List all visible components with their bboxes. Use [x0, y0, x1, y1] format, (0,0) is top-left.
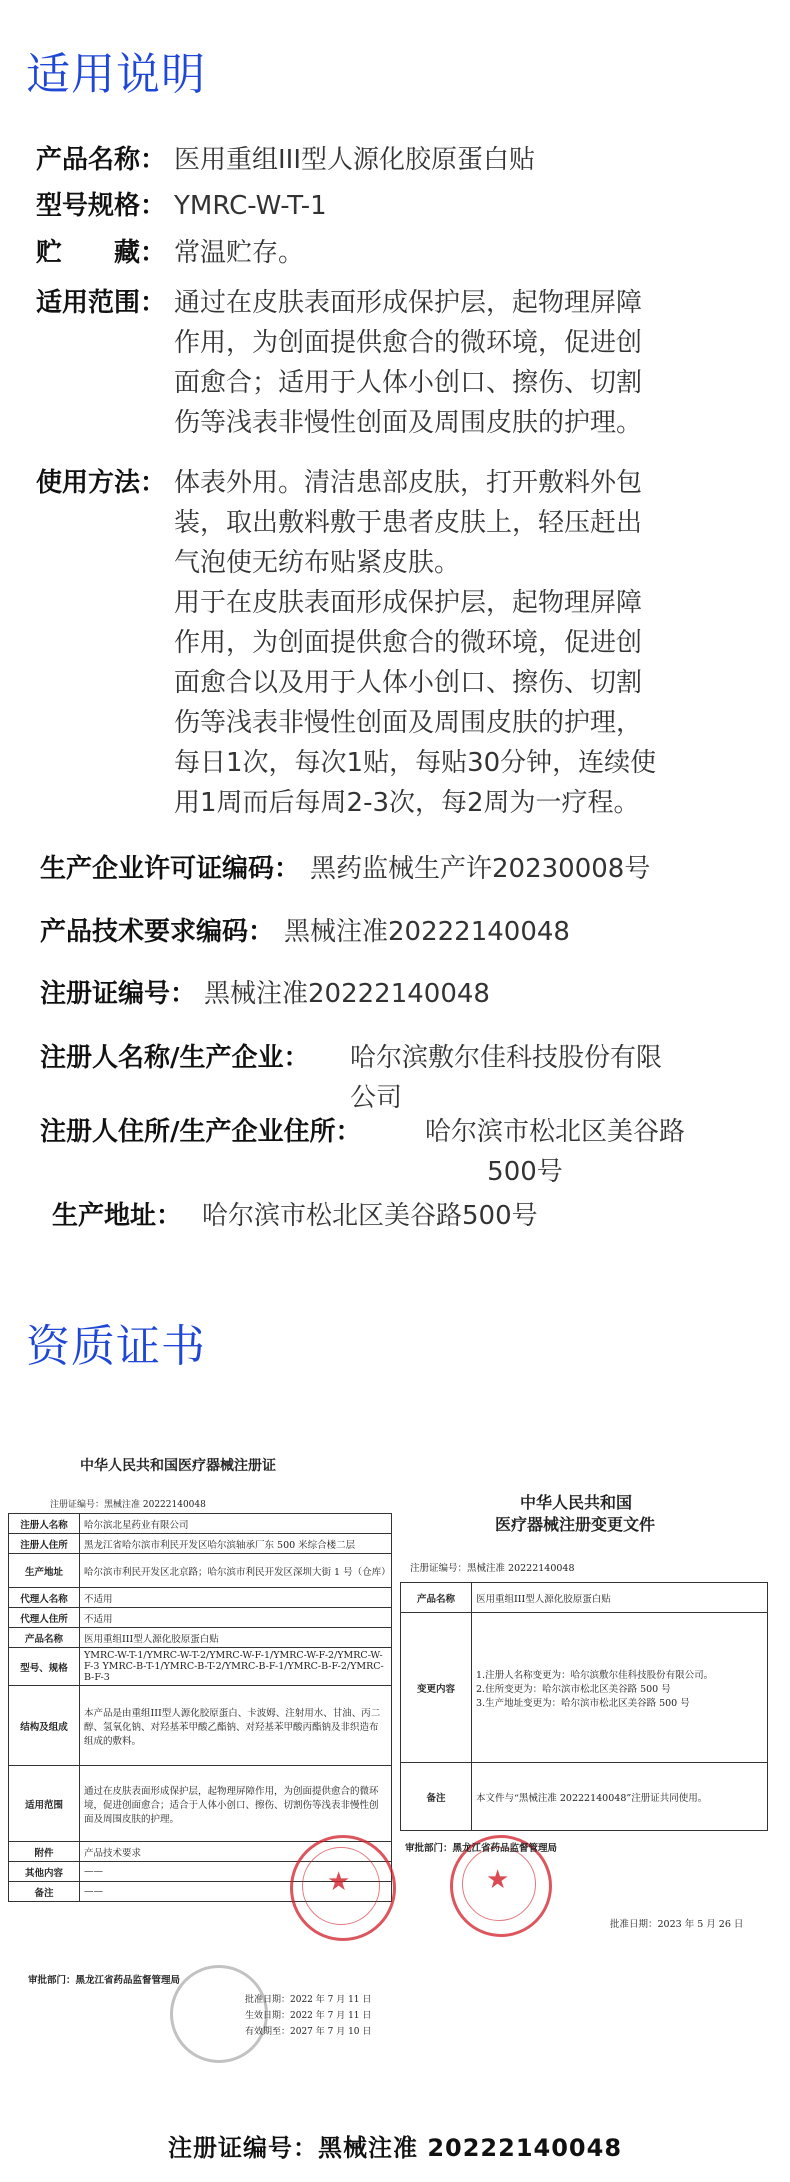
cert1-issue-date: 生效日期：2022 年 7 月 11 日 — [245, 2011, 372, 2021]
cert1-value: —— — [80, 1882, 392, 1902]
registrant-line: 哈尔滨敷尔佳科技股份有限 — [350, 1043, 663, 1073]
cert1-valid-date: 有效期至：2027 年 7 月 10 日 — [245, 2027, 372, 2037]
storage-row — [36, 233, 776, 273]
cert1-row — [9, 1686, 392, 1766]
usage-line: 每日1次，每次1贴，每贴30分钟，连续使 — [174, 748, 657, 778]
scope-line: 伤等浅表非慢性创面及周围皮肤的护理。 — [174, 408, 643, 438]
cert1-key: 适用范围 — [9, 1766, 80, 1842]
cert1-key: 备注 — [9, 1882, 80, 1902]
cert1-row — [9, 1588, 392, 1608]
scope-line: 面愈合；适用于人体小创口、擦伤、切割 — [174, 368, 643, 398]
usage-line: 作用，为创面提供愈合的微环境，促进创 — [174, 628, 643, 658]
scope-line: 作用，为创面提供愈合的微环境，促进创 — [174, 328, 643, 358]
license-label: 生产企业许可证编码： — [40, 854, 301, 884]
section-title-instructions: 适用说明 — [26, 49, 206, 100]
license-row — [40, 849, 780, 889]
plant-label: 生产地址： — [52, 1201, 183, 1231]
reg-row — [40, 974, 780, 1014]
seal-star-icon: ★ — [327, 1867, 351, 1897]
reg-label: 注册证编号： — [40, 979, 197, 1009]
tech-value: 黑械注准20222140048 — [284, 917, 570, 947]
cert1-value: —— — [80, 1862, 392, 1882]
cert2-table — [400, 1582, 768, 1831]
cert1-value: 哈尔滨市利民开发区北京路；哈尔滨市利民开发区深圳大街 1 号（仓库） — [80, 1554, 392, 1588]
cert2-key: 备注 — [401, 1763, 472, 1831]
cert1-value: 不适用 — [80, 1608, 392, 1628]
cert1-row — [9, 1608, 392, 1628]
cert1-key: 附件 — [9, 1842, 80, 1862]
cert1-value: 本产品是由重组III型人源化胶原蛋白、卡波姆、注射用水、甘油、丙二醇、氢氧化钠、对羟基苯甲酸乙酯钠、对羟基苯甲酸丙酯钠及非织造布组成的敷料。 — [80, 1686, 392, 1766]
registration-certificate — [0, 1455, 400, 2055]
cert1-value: 不适用 — [80, 1588, 392, 1608]
usage-line: 气泡使无纺布贴紧皮肤。 — [174, 548, 461, 578]
cert2-key: 产品名称 — [401, 1583, 472, 1613]
cert1-value: 通过在皮肤表面形成保护层，起物理屏障作用，为创面提供愈合的微环境，促进创面愈合；适合于人体小创口、擦伤、切割伤等浅表非慢性创面及周围皮肤的护理。 — [80, 1766, 392, 1842]
registrant-label: 注册人名称/生产企业： — [40, 1043, 310, 1073]
cert1-row — [9, 1648, 392, 1686]
cert2-row — [401, 1613, 768, 1763]
storage-value: 常温贮存。 — [174, 238, 305, 268]
section-title-certificates: 资质证书 — [26, 1321, 206, 1372]
license-value: 黑药监械生产许20230008号 — [310, 854, 651, 884]
cert1-title: 中华人民共和国医疗器械注册证 — [80, 1458, 276, 1474]
usage-line: 用于在皮肤表面形成保护层，起物理屏障 — [174, 588, 643, 618]
cert2-title-line2: 医疗器械注册变更文件 — [495, 1515, 656, 1534]
cert1-value: 产品技术要求 — [80, 1842, 392, 1862]
usage-line: 体表外用。清洁患部皮肤，打开敷料外包 — [174, 468, 643, 498]
footer-reg-no: 注册证编号：黑械注准 20222140048 — [167, 2134, 623, 2162]
cert1-approver: 审批部门：黑龙江省药品监督管理局 — [28, 1975, 181, 1986]
tech-row — [40, 912, 780, 952]
usage-row — [36, 463, 776, 823]
model-value: YMRC-W-T-1 — [174, 191, 327, 221]
cert1-row — [9, 1628, 392, 1648]
usage-label: 使用方法： — [36, 468, 167, 498]
cert1-value: 医用重组III型人源化胶原蛋白贴 — [80, 1628, 392, 1648]
address-line: 哈尔滨市松北区美谷路 — [425, 1117, 686, 1147]
cert2-key: 变更内容 — [401, 1613, 472, 1763]
cert1-row — [9, 1514, 392, 1534]
address-line: 500号 — [487, 1157, 563, 1187]
cert1-key: 代理人住所 — [9, 1608, 80, 1628]
cert1-key: 注册人住所 — [9, 1534, 80, 1554]
cert1-reg-no: 注册证编号：黑械注准 20222140048 — [50, 1500, 206, 1510]
usage-line: 伤等浅表非慢性创面及周围皮肤的护理， — [174, 708, 643, 738]
model-label: 型号规格： — [36, 191, 167, 221]
cert1-row — [9, 1534, 392, 1554]
storage-label: 贮 藏： — [36, 238, 167, 268]
cert1-value: 黑龙江省哈尔滨市利民开发区哈尔滨轴承厂东 500 米综合楼二层 — [80, 1534, 392, 1554]
scope-line: 通过在皮肤表面形成保护层，起物理屏障 — [174, 288, 643, 318]
cert2-reg-no: 注册证编号：黑械注准 20222140048 — [410, 1563, 575, 1574]
plant-value: 哈尔滨市松北区美谷路500号 — [202, 1201, 538, 1231]
cert1-key: 结构及组成 — [9, 1686, 80, 1766]
product-name-label: 产品名称： — [36, 145, 167, 175]
reg-value: 黑械注准20222140048 — [204, 979, 490, 1009]
cert2-row — [401, 1763, 768, 1831]
change-document — [400, 1490, 790, 1990]
cert2-value: 1.注册人名称变更为：哈尔滨敷尔佳科技股份有限公司。 2.住所变更为：哈尔滨市松北区美谷路 500 号 3.生产地址变更为：哈尔滨市松北区美谷路 500 号 — [472, 1613, 768, 1763]
seal-star-icon-2: ★ — [486, 1865, 510, 1895]
scope-row — [36, 283, 776, 453]
usage-line: 装，取出敷料敷于患者皮肤上，轻压赶出 — [174, 508, 643, 538]
cert2-approve-date: 批准日期：2023 年 5 月 26 日 — [610, 1919, 744, 1930]
address-row — [40, 1112, 780, 1192]
model-row — [36, 186, 776, 226]
product-name-row — [36, 140, 776, 180]
cert1-key: 代理人名称 — [9, 1588, 80, 1608]
product-name-value: 医用重组III型人源化胶原蛋白贴 — [174, 145, 536, 175]
cert1-key: 注册人名称 — [9, 1514, 80, 1534]
tech-label: 产品技术要求编码： — [40, 917, 275, 947]
cert2-value: 医用重组III型人源化胶原蛋白贴 — [472, 1583, 768, 1613]
cert1-row — [9, 1766, 392, 1842]
cert1-value: 哈尔滨北星药业有限公司 — [80, 1514, 392, 1534]
scope-label: 适用范围： — [36, 288, 167, 318]
cert1-key: 生产地址 — [9, 1554, 80, 1588]
usage-line: 用1周而后每周2-3次，每2周为一疗程。 — [174, 788, 640, 818]
registrant-line: 公司 — [350, 1083, 403, 1113]
cert1-value: YMRC-W-T-1/YMRC-W-T-2/YMRC-W-F-1/YMRC-W-F-2/YMRC-W-F-3 YMRC-B-T-1/YMRC-B-T-2/YMRC-B-F-1/YMRC-B-F-2/YMRC-B-F-3 — [80, 1648, 392, 1686]
cert1-row — [9, 1554, 392, 1588]
address-label: 注册人住所/生产企业住所： — [40, 1117, 362, 1147]
cert2-value: 本文件与“黑械注准 20222140048”注册证共同使用。 — [472, 1763, 768, 1831]
usage-line: 面愈合以及用于人体小创口、擦伤、切割 — [174, 668, 643, 698]
plant-row — [52, 1196, 790, 1236]
cert2-row — [401, 1583, 768, 1613]
registrant-row — [40, 1038, 780, 1118]
cert1-approve-date: 批准日期：2022 年 7 月 11 日 — [245, 1995, 372, 2005]
cert1-key: 产品名称 — [9, 1628, 80, 1648]
cert1-key: 其他内容 — [9, 1862, 80, 1882]
cert1-key: 型号、规格 — [9, 1648, 80, 1686]
cert2-approver: 审批部门：黑龙江省药品监督管理局 — [405, 1843, 558, 1854]
cert2-title-line1: 中华人民共和国 — [520, 1493, 633, 1512]
